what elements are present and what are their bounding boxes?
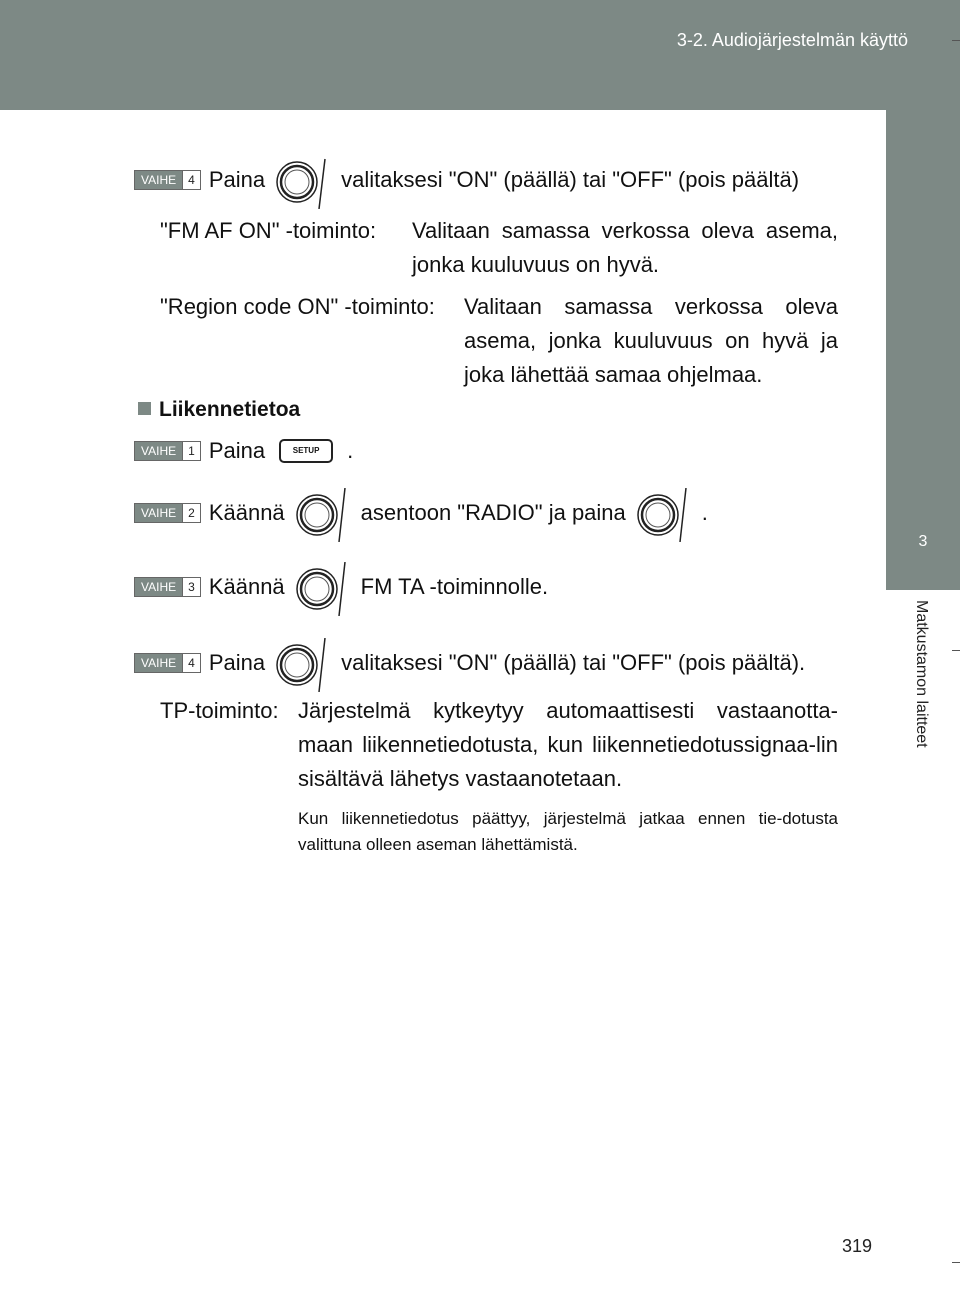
definition-desc: Valitaan samassa verkossa oleva asema, jonka kuuluvuus on hyvä ja joka lähettää samaa ohjelmaa. <box>464 294 838 387</box>
side-tab-label-box <box>908 600 934 790</box>
side-tab-number-box <box>886 468 960 590</box>
tune-knob-icon <box>293 562 353 612</box>
definition-region <box>160 290 838 394</box>
square-bullet-icon <box>138 402 151 415</box>
step-badge-number: 4 <box>182 654 200 672</box>
step-text: Käännä <box>208 500 285 525</box>
page-number: 319 <box>842 1236 873 1256</box>
side-tab-label: Matkustamon laitteet <box>913 600 930 748</box>
setup-button-icon: SETUP <box>279 439 333 463</box>
tune-knob-icon <box>273 155 333 205</box>
tune-knob-icon <box>273 638 333 688</box>
step-row <box>134 438 353 464</box>
step-badge-word: VAIHE <box>135 504 182 522</box>
tune-knob-icon <box>634 488 694 538</box>
definition-term: "Region code ON" -toiminto: <box>160 294 435 319</box>
step-text: . <box>701 500 708 525</box>
step-text: valitaksesi "ON" (päällä) tai "OFF" (pois päältä). <box>341 650 806 675</box>
step-badge-number: 1 <box>182 442 200 460</box>
chapter-title: 3-2. Audiojärjestelmän käyttö <box>676 30 908 50</box>
step-badge-word: VAIHE <box>135 578 182 596</box>
side-tab <box>886 110 960 468</box>
step-badge-word: VAIHE <box>135 171 182 189</box>
step-text: Käännä <box>208 574 285 599</box>
section-heading <box>138 398 300 422</box>
step-badge-number: 2 <box>182 504 200 522</box>
step-badge-number: 4 <box>182 171 200 189</box>
side-tab-number: 3 <box>918 533 928 550</box>
definition-term: "FM AF ON" -toiminto: <box>160 218 377 243</box>
step-badge <box>134 653 201 673</box>
page-header <box>0 0 960 110</box>
crop-mark <box>952 1262 960 1263</box>
step-badge-word: VAIHE <box>135 442 182 460</box>
section-heading-text: Liikennetietoa <box>159 398 301 421</box>
definition-desc: Järjestelmä kytkeytyy automaattisesti vastaanotta-maan liikennetiedotusta, kun liikennetiedotussignaa-lin sisältävä lähetys vastaanotetaan. <box>298 698 838 791</box>
step-text: Paina <box>208 650 266 675</box>
crop-mark <box>952 650 960 651</box>
step-badge <box>134 503 201 523</box>
step-badge-number: 3 <box>182 578 200 596</box>
step-row <box>134 155 799 205</box>
step-text: . <box>347 438 354 463</box>
step-row <box>134 562 548 612</box>
step-row <box>134 488 708 538</box>
step-text: valitaksesi "ON" (päällä) tai "OFF" (pois päältä) <box>341 167 800 192</box>
step-text: asentoon "RADIO" ja paina <box>360 500 626 525</box>
step-badge <box>134 170 201 190</box>
step-text: FM TA -toiminnolle. <box>360 574 549 599</box>
definition-term: TP-toiminto: <box>160 698 279 723</box>
tune-knob-icon <box>293 488 353 538</box>
definition-desc: Valitaan samassa verkossa oleva asema, jonka kuuluvuus on hyvä. <box>412 218 838 277</box>
step-badge <box>134 577 201 597</box>
note-text: Kun liikennetiedotus päättyy, järjestelmä jatkaa ennen tie-dotusta valittuna olleen aseman lähettämistä. <box>298 809 838 854</box>
definition-fm-af <box>160 214 838 284</box>
step-text: Paina <box>208 438 266 463</box>
step-text: Paina <box>208 167 266 192</box>
step-badge-word: VAIHE <box>135 654 182 672</box>
crop-mark <box>952 40 960 41</box>
definition-tp <box>160 694 838 798</box>
step-badge <box>134 441 201 461</box>
step-row <box>134 638 805 688</box>
